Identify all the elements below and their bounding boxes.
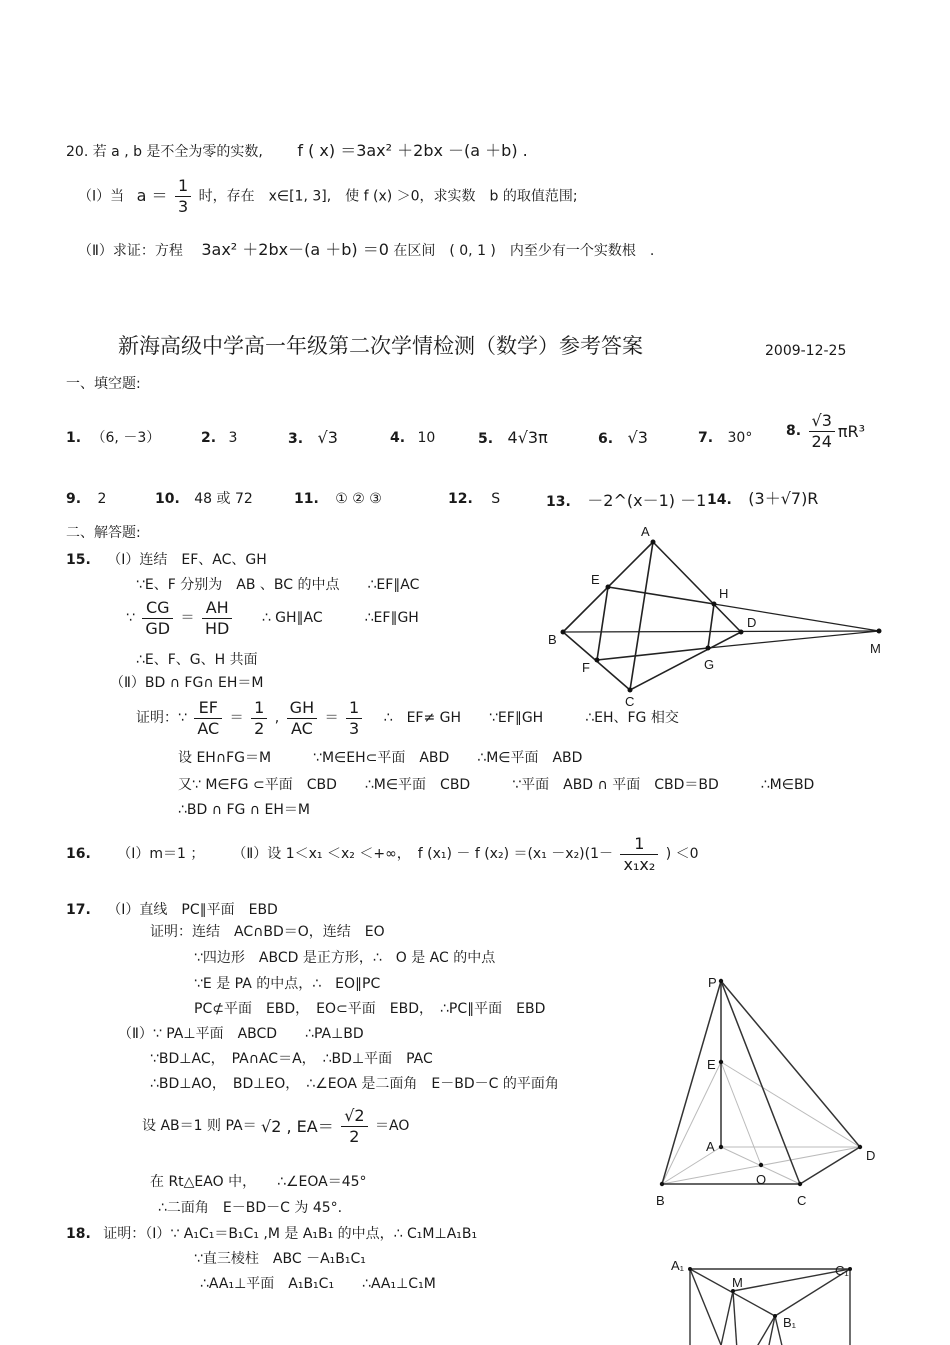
label-a: A <box>706 1139 715 1154</box>
frac-num: 1 <box>346 698 362 719</box>
frac-den: AC <box>197 719 220 738</box>
label-e: E <box>591 572 600 587</box>
label-a: A <box>641 524 650 539</box>
item-answer: (3＋√7)R <box>748 489 819 508</box>
frac-num: GH <box>287 698 317 719</box>
item-num: 11. <box>294 491 319 507</box>
equals-sign: ＝ <box>180 610 195 627</box>
edge-gm <box>708 631 879 648</box>
p17-line9 <box>142 1106 409 1147</box>
p20-part2-text: 在区间 ( 0, 1 ) 内至少有一个实数根 . <box>393 243 655 259</box>
frac-den: 2 <box>254 719 265 738</box>
p15-text: （Ⅰ）连结 EF、AC、GH <box>107 552 267 568</box>
label-h: H <box>719 586 729 601</box>
item-num: 13. <box>546 494 571 510</box>
p20-part2-equation: 3ax² ＋2bx－(a ＋b) ＝0 <box>201 240 389 259</box>
item-num: 5. <box>478 431 494 447</box>
label-d: D <box>747 615 757 630</box>
p17-line2: 证明：连结 AC∩BD＝O，连结 EO <box>150 924 385 940</box>
item-answer-tail: πR³ <box>837 421 866 441</box>
p17-line7: ∵BD⊥AC， PA∩AC＝A， ∴BD⊥平面 PAC <box>150 1051 433 1067</box>
item-answer: S <box>491 491 501 507</box>
fill-item <box>478 428 548 448</box>
fill-item <box>448 491 500 508</box>
p20-stem <box>66 141 528 161</box>
p15-text: ∴ GH∥AC ∴EF∥GH <box>261 610 419 627</box>
p17-line6: （Ⅱ）∵ PA⊥平面 ABCD ∴PA⊥BD <box>118 1026 364 1042</box>
p17-text: ＝AO <box>375 1118 410 1135</box>
item-num: 12. <box>448 491 473 507</box>
item-answer: √3 <box>627 428 648 447</box>
p20-part1-label: （Ⅰ）当 <box>78 188 125 205</box>
fill-item <box>598 428 648 448</box>
item-answer: 10 <box>417 430 436 446</box>
section-fill-heading: 一、填空题: <box>66 376 141 392</box>
p18-num: 18. <box>66 1226 91 1242</box>
label-o: O <box>756 1172 767 1187</box>
label-b1: B₁ <box>783 1315 797 1330</box>
page-date: 2009-12-25 <box>765 343 847 359</box>
tetrahedron-figure <box>540 520 900 715</box>
equals-sign: ＝ <box>324 710 339 727</box>
item-num: 4. <box>390 430 406 446</box>
label-p: P <box>708 975 717 990</box>
pyramid-figure <box>640 965 890 1215</box>
p20-part2 <box>78 240 654 260</box>
p15-line4: ∴E、F、G、H 共面 <box>136 652 258 668</box>
p17-num: 17. <box>66 902 91 918</box>
p17-text: 设 AB＝1 则 PA＝ <box>142 1118 257 1135</box>
label-c: C <box>797 1193 807 1208</box>
p20-part1-fraction <box>175 176 191 217</box>
p15-text: ∴ EF≠ GH ∵EF∥GH ∴EH、FG 相交 <box>383 710 679 727</box>
p17-fraction <box>341 1106 367 1147</box>
frac-num: √2 <box>341 1106 367 1127</box>
frac-den: 24 <box>811 432 832 451</box>
edge-m-down2 <box>733 1291 737 1345</box>
frac-num: CG <box>142 598 173 619</box>
frac-num: √3 <box>809 411 835 432</box>
p16-num: 16. <box>66 846 91 863</box>
fraction-gh-ac <box>287 698 317 739</box>
item-answer: 30° <box>727 430 753 446</box>
fill-item <box>201 430 237 447</box>
p20-part1 <box>78 176 578 217</box>
fraction-third <box>346 698 362 739</box>
frac-den: 3 <box>177 197 189 216</box>
p15-line3 <box>126 598 419 639</box>
item-answer: ① ② ③ <box>335 491 382 507</box>
p15-line9: ∴BD ∩ FG ∩ EH＝M <box>178 802 310 818</box>
fill-item <box>390 430 435 447</box>
p16-text-tail: ) ＜0 <box>665 846 699 863</box>
frac-den: AC <box>290 719 313 738</box>
p17-line5: PC⊄平面 EBD， EO⊂平面 EBD， ∴PC∥平面 EBD <box>194 1001 546 1017</box>
edge-pd <box>721 981 860 1147</box>
frac-den: GD <box>145 619 171 638</box>
label-b: B <box>548 632 557 647</box>
p17-text: √2 , EA＝ <box>261 1116 334 1136</box>
edge-a1-diag <box>690 1269 723 1345</box>
frac-num: 1 <box>251 698 267 719</box>
p18-text: 证明：（Ⅰ）∵ A₁C₁＝B₁C₁ ,M 是 A₁B₁ 的中点，∴ C₁M⊥A₁B₁ <box>103 1226 478 1242</box>
label-d: D <box>866 1148 876 1163</box>
item-num: 7. <box>698 430 714 446</box>
item-answer: 48 或 72 <box>194 491 253 507</box>
item-num: 10. <box>155 491 180 507</box>
edge-bm <box>563 631 879 632</box>
label-a1: A₁ <box>671 1258 685 1273</box>
p15-num: 15. <box>66 552 91 568</box>
p15-line2: ∵E、F 分别为 AB 、BC 的中点 ∴EF∥AC <box>136 577 420 593</box>
label-g: G <box>704 657 715 672</box>
item-answer: 4√3π <box>507 428 548 447</box>
item-answer: 2 <box>97 491 107 507</box>
edge-hm <box>714 604 879 631</box>
edge-eh <box>608 587 714 604</box>
p20-part2-label: （Ⅱ）求证：方程 <box>78 243 183 259</box>
fill-item <box>786 411 865 452</box>
p18-line3: ∴AA₁⊥平面 A₁B₁C₁ ∴AA₁⊥C₁M <box>200 1276 436 1292</box>
label-c: C <box>625 694 635 709</box>
fraction-ef-ac <box>194 698 222 739</box>
fill-item <box>707 489 818 509</box>
prism-figure <box>665 1255 875 1345</box>
p17-line11: ∴二面角 E－BD－C 为 45°. <box>158 1200 343 1216</box>
p17-line3: ∵四边形 ABCD 是正方形，∴ O 是 AC 的中点 <box>194 950 496 966</box>
p20-function: f ( x) ＝3ax² ＋2bx －(a ＋b) . <box>297 141 528 160</box>
p15-line1 <box>66 552 267 569</box>
item-answer: 3 <box>228 430 238 446</box>
p18-line2: ∵直三棱柱 ABC －A₁B₁C₁ <box>194 1251 366 1267</box>
edge-ef <box>597 587 608 660</box>
edge-pc <box>721 981 800 1184</box>
p15-line7: 设 EH∩FG＝M ∵M∈EH⊂平面 ABD ∴M∈平面 ABD <box>178 750 583 766</box>
edge-ac <box>630 542 653 690</box>
item-answer: （6, －3） <box>91 430 161 446</box>
p20-part1-a-eq: a ＝ <box>136 185 168 205</box>
p17-text: （Ⅰ）直线 PC∥平面 EBD <box>107 902 278 918</box>
frac-den: 2 <box>349 1127 360 1146</box>
proof-label: 证明：∵ <box>136 710 187 727</box>
p15-line6: 证明：∵ $\frac{EF}{AC}$ ＝ $\frac{1}{2}$ , $\frac{GH}{AC}$ ＝ $\frac{1}{3}$ ∴ EF≠ GH ∵EF∥GH ∴EH、FG 相交 <box>136 698 679 738</box>
edge-b1-down2 <box>775 1316 783 1345</box>
equals-sign: ＝ <box>229 710 244 727</box>
frac-den: x₁x₂ <box>623 855 656 874</box>
fraction-cg-gd <box>142 598 173 639</box>
item-num: 1. <box>66 430 82 446</box>
fraction-ah-hd <box>202 598 232 639</box>
item-num: 2. <box>201 430 217 446</box>
frac-num: 1 <box>620 834 658 855</box>
edge-cd <box>630 632 741 690</box>
p17-line1 <box>66 902 278 919</box>
item-num: 14. <box>707 492 732 508</box>
edge-b1-down3 <box>768 1316 775 1345</box>
edge-hg <box>708 604 714 648</box>
p15-line5: （Ⅱ）BD ∩ FG∩ EH＝M <box>110 675 264 691</box>
fill-item <box>546 491 706 511</box>
p17-line8: ∴BD⊥AO， BD⊥EO， ∴∠EOA 是二面角 E－BD－C 的平面角 <box>150 1076 559 1092</box>
fill-item <box>66 430 160 447</box>
p15-line8: 又∵ M∈FG ⊂平面 CBD ∴M∈平面 CBD ∵平面 ABD ∩ 平面 CBD＝BD ∴M∈BD <box>178 777 815 793</box>
p20-part1-text: 时，存在 x∈[1, 3], 使 f (x) ＞0，求实数 b 的取值范围; <box>198 188 578 205</box>
item-num: 3. <box>288 431 304 447</box>
fraction-half <box>251 698 267 739</box>
frac-den: HD <box>205 619 230 638</box>
section-solve-heading: 二、解答题: <box>66 525 141 541</box>
page-title: 新海高级中学高一年级第二次学情检测（数学）参考答案 <box>118 334 643 358</box>
fill-item <box>288 428 338 448</box>
label-m: M <box>732 1275 743 1290</box>
frac-num: EF <box>194 698 222 719</box>
label-b: B <box>656 1193 665 1208</box>
because-symbol: ∵ <box>126 610 135 627</box>
item-answer: －2^(x－1) －1 <box>587 491 707 510</box>
fill-item <box>155 491 253 508</box>
fill-item <box>698 430 752 447</box>
item-num: 8. <box>786 423 802 440</box>
edge-m-down <box>720 1291 733 1345</box>
frac-num: 1 <box>175 176 191 197</box>
p17-line4: ∵E 是 PA 的中点，∴ EO∥PC <box>194 976 381 992</box>
item-num: 9. <box>66 491 82 507</box>
fill-item <box>66 491 106 508</box>
p16-text: （Ⅰ）m＝1 ； （Ⅱ）设 1＜x₁ ＜x₂ ＜+∞， f (x₁) － f (x₂) ＝(x₁ －x₂)(1－ <box>117 846 614 863</box>
fill-item <box>294 491 382 508</box>
p16-fraction <box>620 834 658 875</box>
label-e: E <box>707 1057 716 1072</box>
p17-line10: 在 Rt△EAO 中， ∴∠EOA＝45° <box>150 1174 367 1190</box>
item-answer: √3 <box>317 428 338 447</box>
frac-num: AH <box>202 598 232 619</box>
edge-ed <box>721 1062 860 1147</box>
label-m: M <box>870 641 881 656</box>
p20-stem-text: 20. 若 a , b 是不全为零的实数, <box>66 144 263 160</box>
label-c1: C₁ <box>835 1263 849 1278</box>
item-answer-fraction <box>809 411 835 452</box>
item-num: 6. <box>598 431 614 447</box>
p16-line <box>66 834 699 875</box>
frac-den: 3 <box>349 719 360 738</box>
label-f: F <box>582 660 590 675</box>
p18-line1 <box>66 1226 477 1243</box>
